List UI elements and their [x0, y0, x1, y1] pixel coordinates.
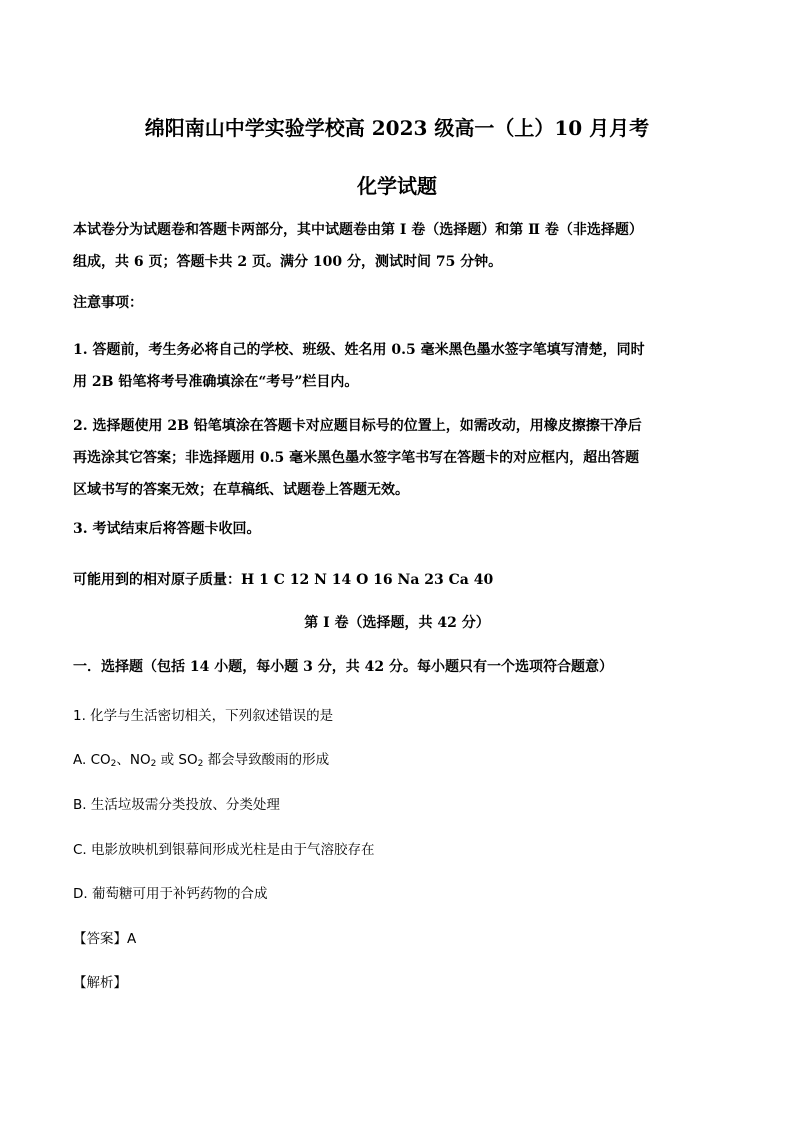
option-a: [73, 748, 724, 769]
subscript: 2: [110, 759, 117, 769]
notice-heading: 注意事项：: [73, 295, 143, 311]
answer-label: 【答案】: [73, 931, 127, 947]
page-title: 绵阳南山中学实验学校高 2023 级高一（上）10 月月考: [144, 116, 650, 140]
option-a-text: A. CO: [73, 752, 111, 768]
option-c: C. 电影放映机到银幕间形成光柱是由于气溶胶存在: [73, 842, 375, 858]
atomic-mass-line: 可能用到的相对原子质量：H 1 C 12 N 14 O 16 Na 23 Ca 40: [73, 572, 494, 588]
section-instruction: 一．选择题（包括 14 小题，每小题 3 分，共 42 分。每小题只有一个选项符合题意）: [73, 659, 613, 675]
notice-line: 再选涂其它答案；非选择题用 0.5 毫米黑色墨水签字笔书写在答题卡的对应框内，超出答题: [73, 450, 640, 466]
question-stem: 1. 化学与生活密切相关，下列叙述错误的是: [73, 708, 334, 724]
notice-line: 用 2B 铅笔将考号准确填涂在“考号”栏目内。: [73, 374, 359, 390]
page-subtitle: 化学试题: [357, 174, 437, 198]
answer-value: A: [127, 931, 137, 947]
subscript: 2: [150, 759, 157, 769]
analysis-label: 【解析】: [73, 975, 127, 991]
notice-line: 2. 选择题使用 2B 铅笔填涂在答题卡对应题目标号的位置上，如需改动，用橡皮擦擦干净后: [73, 418, 642, 434]
intro-line: 本试卷分为试题卷和答题卡两部分，其中试题卷由第 Ⅰ 卷（选择题）和第 Ⅱ 卷（非选择题）: [73, 222, 643, 238]
subscript: 2: [197, 759, 204, 769]
notice-line: 区域书写的答案无效；在草稿纸、试题卷上答题无效。: [73, 482, 409, 498]
option-d: D. 葡萄糖可用于补钙药物的合成: [73, 886, 268, 902]
section-heading: 第 Ⅰ 卷（选择题，共 42 分）: [304, 615, 490, 631]
notice-item-2: [73, 410, 724, 506]
option-a-text: 或 SO: [156, 752, 198, 768]
notice-item-1: [73, 334, 724, 398]
intro-line: 组成，共 6 页；答题卡共 2 页。满分 100 分，测试时间 75 分钟。: [73, 254, 503, 270]
notice-line: 1. 答题前，考生务必将自己的学校、班级、姓名用 0.5 毫米黑色墨水签字笔填写清楚，同时: [73, 342, 645, 358]
option-b: B. 生活垃圾需分类投放、分类处理: [73, 797, 280, 813]
intro-paragraph: [73, 214, 724, 278]
option-a-text: 都会导致酸雨的形成: [203, 752, 330, 768]
option-a-text: 、NO: [116, 752, 151, 768]
answer-line: [73, 927, 724, 947]
notice-item-3: 3. 考试结束后将答题卡收回。: [73, 521, 261, 537]
